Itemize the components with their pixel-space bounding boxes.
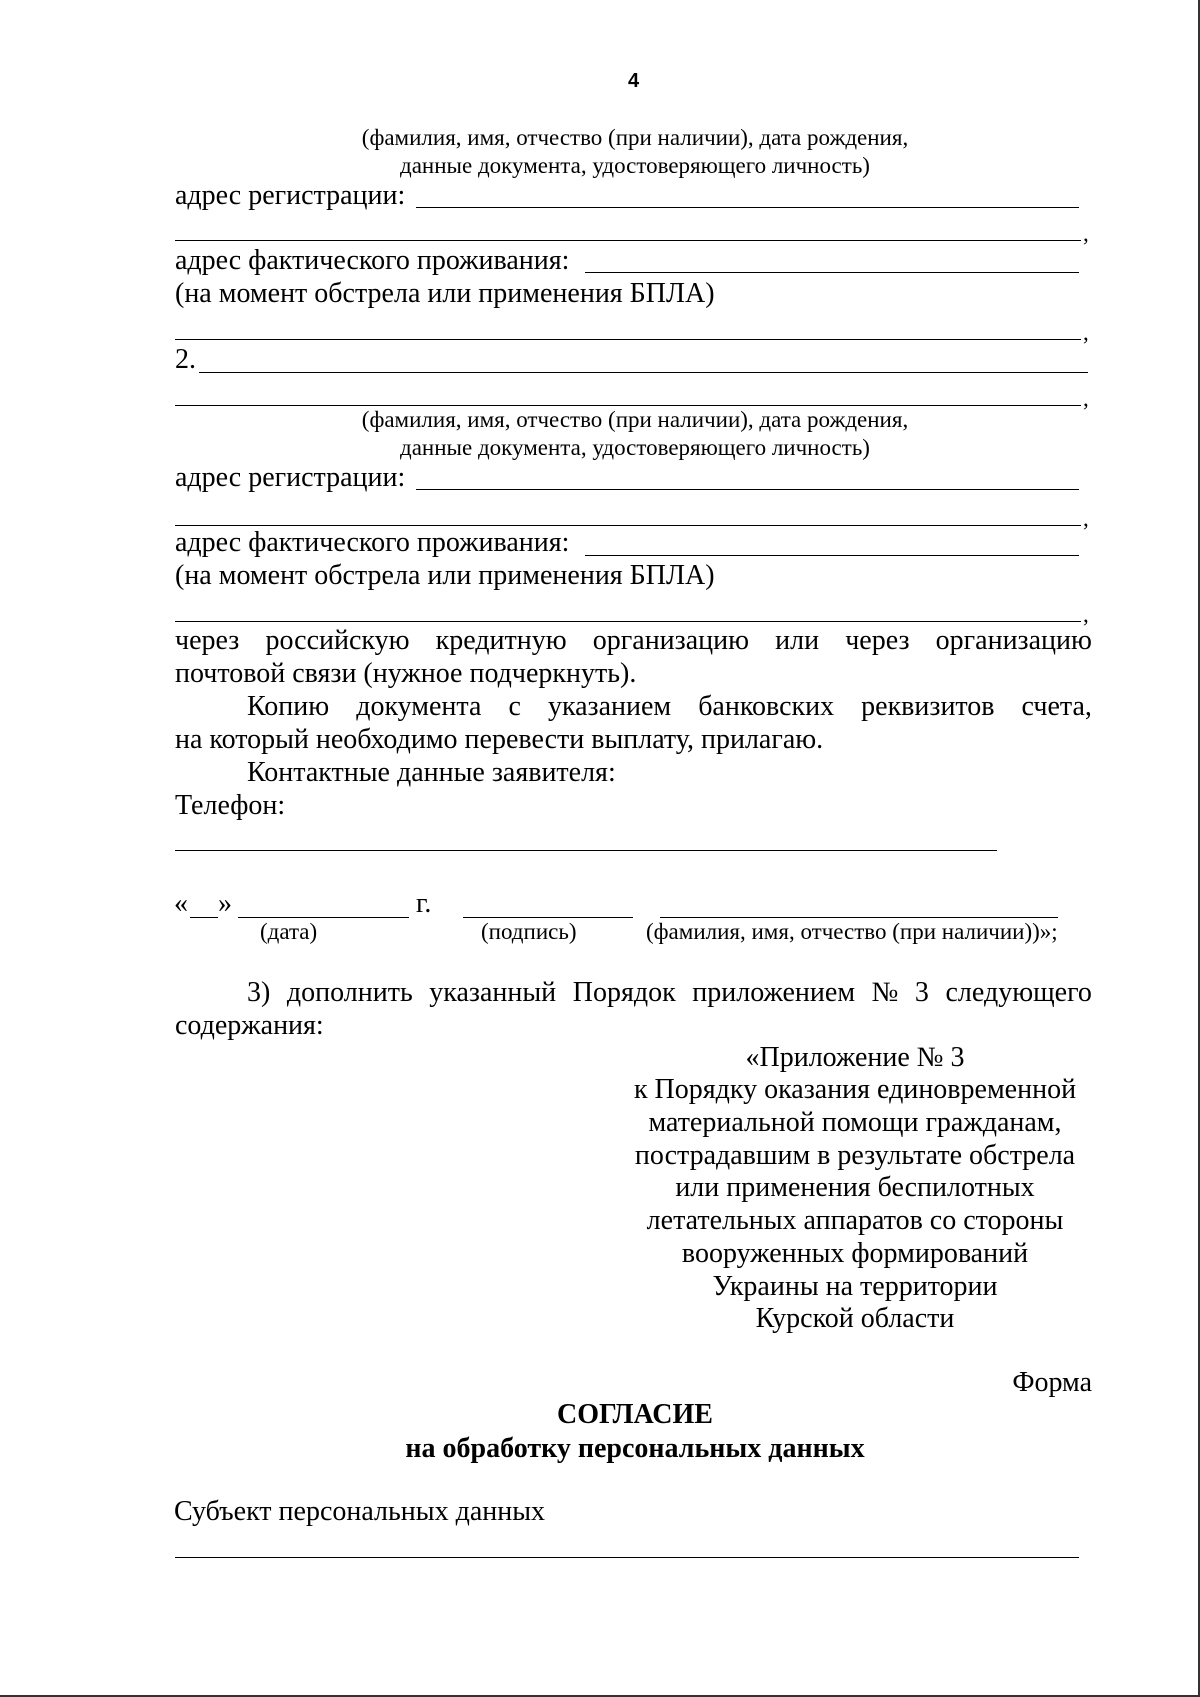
appendix-header-line: вооруженных формирований [681,1238,1029,1269]
signature-caption: (подпись) [481,919,577,944]
form-label: Форма [1012,1367,1092,1398]
word: реквизитов [861,691,995,722]
actual-address-field[interactable] [585,272,1079,273]
word: Порядок [572,977,676,1008]
appendix-header-line: Украины на территории [712,1271,998,1302]
appendix-header-line: «Приложение № 3 [745,1042,965,1073]
word: следующего [945,977,1092,1008]
registration-address-field-continued[interactable] [175,240,1081,241]
appendix-header-line: или применения беспилотных [675,1172,1035,1203]
appendix-header-line: пострадавшим в результате обстрела [634,1140,1076,1171]
comma: , [1083,386,1089,411]
registration-address-field[interactable] [416,207,1079,208]
word: организацию [592,625,750,656]
actual-address-label: адрес фактического проживания: [175,245,570,276]
appendix-header-line: летательных аппаратов со стороны [646,1205,1064,1236]
word: № [871,977,899,1008]
word: российскую [265,625,410,656]
actual-address-note: (на момент обстрела или применения БПЛА) [175,278,715,309]
word: документа [356,691,482,722]
appendix-header-line: к Порядку оказания единовременной [633,1074,1077,1105]
word: с [508,691,521,722]
word: кредитную [435,625,567,656]
word: через [845,625,910,656]
comma: , [1083,221,1089,246]
registration-address-field-continued[interactable] [175,525,1081,526]
amendment-line1 [247,977,1092,1009]
subject-label: Субъект персональных данных [174,1496,546,1527]
registration-address-label: адрес регистрации: [175,180,406,211]
date-quote-close: » [218,888,232,919]
payment-method-line2: почтовой связи (нужное подчеркнуть). [175,658,637,689]
date-quote-open: « [174,888,188,919]
day-field[interactable] [190,917,218,918]
phone-field[interactable] [175,850,997,851]
word: через [175,625,240,656]
word: указанный [429,977,557,1008]
year-label: г. [416,888,432,919]
person-caption-line2: данные документа, удостоверяющего личность) [400,153,870,178]
registration-address-field[interactable] [416,489,1079,490]
actual-address-field[interactable] [585,555,1079,556]
comma: , [1083,506,1089,531]
subject-field[interactable] [175,1557,1079,1558]
word: дополнить [286,977,413,1008]
actual-address-field-continued[interactable] [175,339,1081,340]
actual-address-label: адрес фактического проживания: [175,527,570,558]
word: приложением [692,977,856,1008]
payment-method-line1 [175,625,1092,657]
word: 3) [247,977,271,1008]
word: Копию [247,691,330,722]
amendment-line2: содержания: [175,1010,324,1041]
word: организацию [935,625,1092,656]
registration-address-label: адрес регистрации: [175,462,406,493]
full-name-caption: (фамилия, имя, отчество (при наличии))»; [646,919,1058,944]
person-caption-line2: данные документа, удостоверяющего личность) [400,435,870,460]
actual-address-note: (на момент обстрела или применения БПЛА) [175,560,715,591]
comma: , [1083,602,1089,627]
person-caption-line1: (фамилия, имя, отчество (при наличии), дата рождения, [361,407,909,432]
item-2-number: 2. [175,344,196,375]
comma: , [1083,320,1089,345]
bank-copy-line2: на который необходимо перевести выплату, прилагаю. [175,724,824,755]
word: банковских [698,691,835,722]
word: указанием [547,691,672,722]
actual-address-field-continued[interactable] [175,621,1081,622]
consent-title: СОГЛАСИЕ [557,1399,713,1430]
page-number: 4 [628,70,640,92]
contacts-label: Контактные данные заявителя: [247,757,616,788]
date-caption: (дата) [260,919,318,944]
word: 3 [914,977,929,1008]
item-2-name-field[interactable] [199,372,1088,373]
appendix-header-line: материальной помощи гражданам, [648,1107,1062,1138]
appendix-header-line: Курской области [755,1303,955,1334]
person-caption-line1: (фамилия, имя, отчество (при наличии), дата рождения, [361,125,909,150]
phone-label: Телефон: [175,790,286,821]
bank-copy-line1 [247,691,1092,723]
word: или [775,625,820,656]
word: счета, [1021,691,1092,722]
consent-subtitle: на обработку персональных данных [405,1433,865,1464]
